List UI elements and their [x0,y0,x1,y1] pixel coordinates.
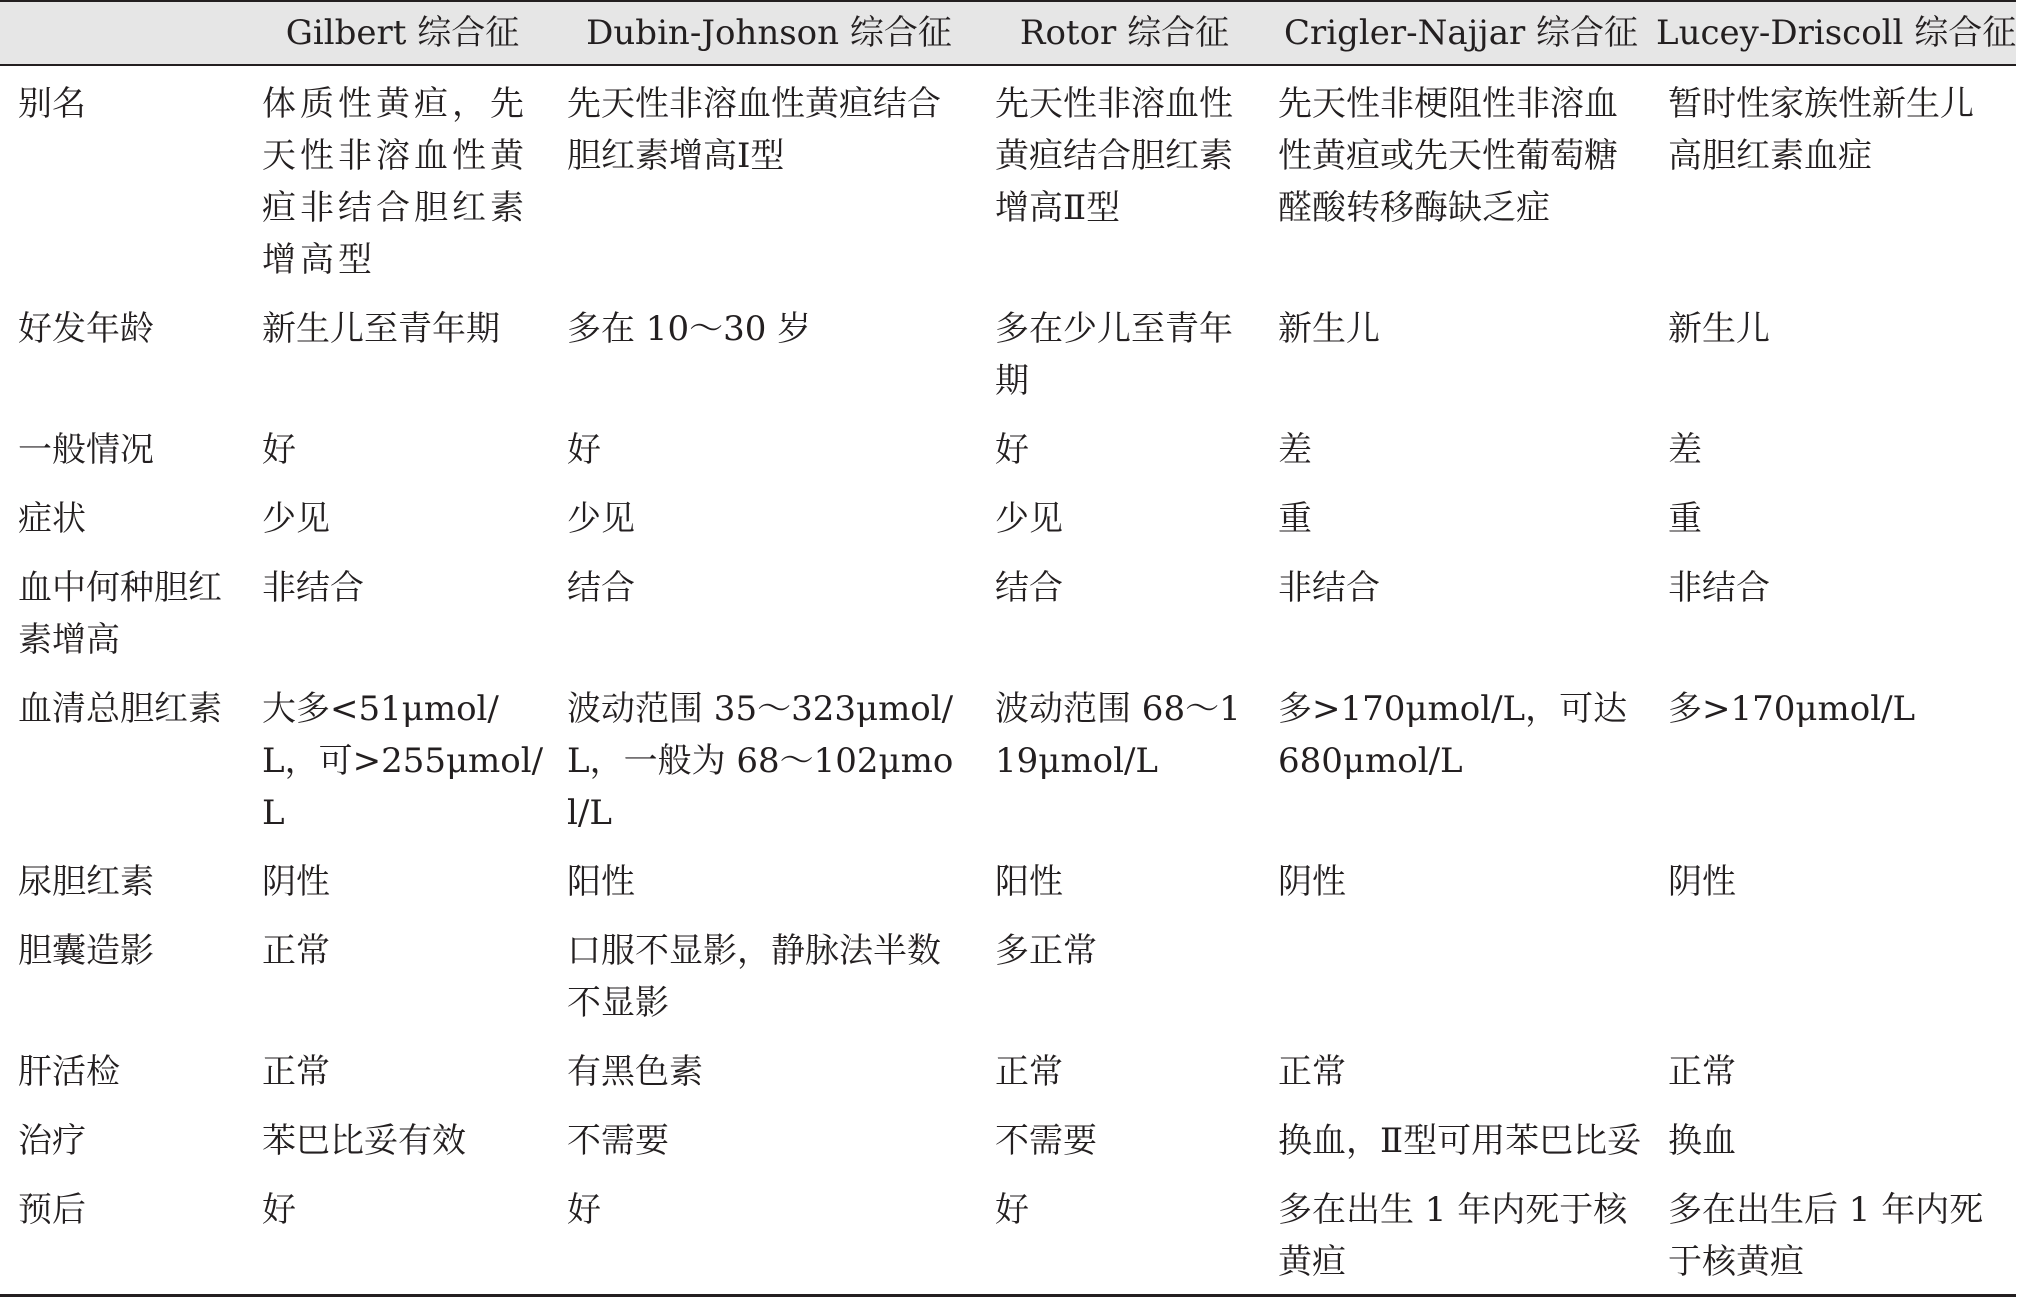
table-cell: 重 [1278,499,1312,539]
row-label: 血清总胆红素 [18,689,222,729]
table-cell: 暂时性家族性新生儿高胆红素血症 [1668,84,1974,176]
header-corner [0,1,250,65]
table-cell: 体质性黄疸，先天性非溶血性黄疸非结合胆红素增高型 [262,84,528,280]
row-label: 胆囊造影 [18,931,154,971]
table-cell: 好 [995,430,1029,470]
table-cell: 换血，Ⅱ型可用苯巴比妥 [1278,1121,1642,1161]
table-body [0,65,2016,1296]
table-cell: 口服不显影，静脉法半数不显影 [567,931,941,1023]
table-header [0,1,2016,65]
table-cell: 非结合 [262,568,364,608]
table-cell: 多>170μmol/L，可达 680μmol/L [1278,689,1628,781]
table-row [0,675,2016,848]
table-cell: 新生儿至青年期 [262,309,500,349]
header-dubin-johnson: Dubin-Johnson 综合征 [586,13,952,53]
table-row [0,416,2016,485]
table-cell: 正常 [1668,1052,1736,1092]
row-label: 血中何种胆红素增高 [18,568,222,660]
table-cell: 正常 [995,1052,1063,1092]
table-cell: 少见 [567,499,635,539]
table-cell: 结合 [567,568,635,608]
table-row [0,1038,2016,1107]
table-cell: 波动范围 68～119μmol/L [995,689,1241,781]
row-label: 好发年龄 [18,309,154,349]
table-row [0,1107,2016,1176]
table-cell: 不需要 [995,1121,1097,1161]
table-row [0,917,2016,1038]
table-cell: 正常 [262,1052,330,1092]
table-row [0,65,2016,295]
table-cell: 先天性非溶血性黄疸结合胆红素增高Ⅱ型 [995,84,1233,228]
header-crigler-najjar: Crigler-Najjar 综合征 [1283,13,1639,53]
header-rotor: Rotor 综合征 [1019,13,1230,53]
table-cell: 少见 [995,499,1063,539]
header-row [0,1,2016,65]
table-cell: 多>170μmol/L [1668,689,1916,729]
table-cell: 好 [995,1190,1029,1230]
table-cell: 非结合 [1668,568,1770,608]
row-label: 治疗 [18,1121,86,1161]
table-cell: 先天性非梗阻性非溶血性黄疸或先天性葡萄糖醛酸转移酶缺乏症 [1278,84,1618,228]
table-row [0,848,2016,917]
table-cell: 阴性 [262,862,330,902]
table-cell: 好 [262,430,296,470]
row-label: 一般情况 [18,430,154,470]
table-cell: 大多<51μmol/L，可>255μmol/L [262,689,544,833]
table-cell: 多在出生 1 年内死于核黄疸 [1278,1190,1628,1282]
table-cell: 阴性 [1668,862,1736,902]
header-lucey-driscoll: Lucey-Driscoll 综合征 [1656,13,2017,53]
table-cell: 波动范围 35～323μmol/L，一般为 68～102μmol/L [567,689,954,833]
table-cell: 有黑色素 [567,1052,703,1092]
row-label: 症状 [18,499,86,539]
table-cell: 不需要 [567,1121,669,1161]
table-cell: 阳性 [567,862,635,902]
table-cell: 少见 [262,499,330,539]
row-label: 预后 [18,1190,86,1230]
table-cell: 苯巴比妥有效 [262,1121,466,1161]
table-cell [1266,917,1656,1038]
table-cell: 差 [1668,430,1702,470]
row-label: 尿胆红素 [18,862,154,902]
table-cell: 好 [262,1190,296,1230]
table-cell: 正常 [262,931,330,971]
table-row [0,554,2016,675]
table-cell: 正常 [1278,1052,1346,1092]
row-label: 肝活检 [18,1052,120,1092]
table-cell: 结合 [995,568,1063,608]
table-cell: 多正常 [995,931,1097,971]
row-label: 别名 [18,84,86,124]
table-cell: 差 [1278,430,1312,470]
header-gilbert: Gilbert 综合征 [285,13,520,53]
table-row [0,485,2016,554]
table-cell: 重 [1668,499,1702,539]
table-cell [1656,917,2016,1038]
table-cell: 先天性非溶血性黄疸结合胆红素增高Ⅰ型 [567,84,941,176]
table-cell: 多在出生后 1 年内死于核黄疸 [1668,1190,1984,1282]
table-cell: 非结合 [1278,568,1380,608]
table-cell: 换血 [1668,1121,1736,1161]
table-cell: 好 [567,430,601,470]
table-cell: 阳性 [995,862,1063,902]
table-row [0,1176,2016,1296]
table-cell: 新生儿 [1278,309,1380,349]
table-cell: 多在 10～30 岁 [567,309,812,349]
table-cell: 好 [567,1190,601,1230]
table-cell: 多在少儿至青年期 [995,309,1233,401]
table-cell: 阴性 [1278,862,1346,902]
table-cell: 新生儿 [1668,309,1770,349]
table-row [0,295,2016,416]
